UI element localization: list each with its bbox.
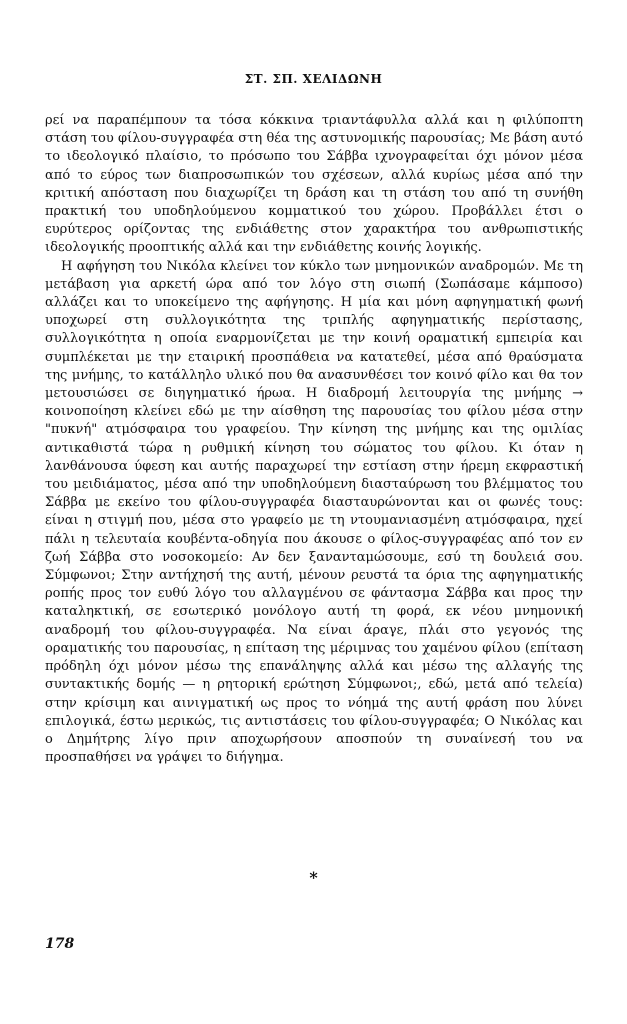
- paragraph-2: Η αφήγηση του Νικόλα κλείνει τον κύκλο των μνημονικών αναδρομών. Με τη μετάβαση για αρκετή ώρα από τον λόγο στη σιωπή (Σωπάσαμε κάμποσο) αλλάζει και το υποκείμενο της αφήγησης. Η μία και μόνη αφηγηματική φωνή υποχωρεί στη συλλογικότητα της τριπλής αφηγηματικής περίστασης, συλλογικότητα η οποία εναρμονίζεται με την κοινή οραματική εμπειρία και συμπλέκεται με την εταιρική προσπάθεια να κατατεθεί, μέσα από θραύσματα της μνήμης, το κατάλληλο υλικό που θα ανασυνθέσει τον κοινό φίλο και θα τον μετουσιώσει σε διηγηματικό ήρωα. Η διαδρομή λειτουργία της μνήμης → κοινοποίηση κλείνει εδώ με την αίσθηση της παρουσίας του φίλου μέσα στην "πυκνή" ατμόσφαιρα του γραφείου. Την κίνηση της μνήμης και της ομιλίας αντικαθιστά τώρα η ρυθμική κίνηση του σώματος του φίλου. Κι όταν η λανθάνουσα ύφεση και αυτής παραχωρεί την εστίαση στην ήρεμη εκφραστική του μειδιάματος, μέσα από την υποδηλούμενη διασταύρωση του βλέμματος του Σάββα με εκείνο του φίλου-συγγραφέα διασταυρώνονται και οι φωνές τους: είναι η στιγμή που, μέσα στο γραφείο με τη ντουμανιασμένη ατμόσφαιρα, ηχεί πάλι η τελευταία κουβέντα-οδηγία που άκουσε ο φίλος-συγγραφέας από τον εν ζωή Σάββα στο νοσοκομείο: Αν δεν ξανανταμώσουμε, εσύ τη δουλειά σου. Σύμφωνοι; Στην αντήχησή της αυτή, μένουν ρευστά τα όρια της αφηγηματικής ροπής προς τον ευθύ λόγο του αλλαγμένου σε φάντασμα Σάββα και προς την καταληκτική, σε εσωτερικό μονόλογο αυτή τη φορά, εκ νέου μνημονική αναδρομή του φίλου-συγγραφέα. Να είναι άραγε, πλάι στο γεγονός της οραματικής του παρουσίας, η επίταση της μέριμνας του χαμένου φίλου (επίταση πρόδηλη όχι μόνον μέσω της επανάληψης αλλά και μέσω της αλλαγής της συντακτικής δομής — η ρητορική ερώτηση Σύμφωνοι;, εδώ, μετά από τελεία) στην κρίσιμη και αινιγματική ως προς το νόημά της αυτή φράση που λύνει επιλογικά, έστω μερικώς, τις αντιστάσεις του φίλου-συγγραφέα; Ο Νικόλας και ο Δημήτρης λίγο πριν αποχωρήσουν αποσπούν τη συναίνεσή του να προσπαθήσει να γράψει το διήγημα.: [45, 258, 583, 766]
- body-text: [45, 112, 583, 767]
- paragraph-1: ρεί να παραπέμπουν τα τόσα κόκκινα τριαντάφυλλα αλλά και η φιλύποπτη στάση του φίλου-συγγραφέα στη θέα της αστυνομικής παρουσίας; Με βάση αυτό το ιδεολογικό πλαίσιο, το πρόσωπο του Σάββα ιχνογραφείται όχι μόνον μέσα από το εύρος των διαπροσωπικών του σχέσεων, αλλά κυρίως μέσα από την κριτική απόσταση που διαχωρίζει τη δράση και τη στάση του από τη συνήθη πρακτική του υποδηλούμενου κομματικού του χώρου. Προβάλλει έτσι ο ευρύτερος ορίζοντας της ενδιάθετης στον χαρακτήρα του ανθρωπιστικής ιδεολογικής προοπτικής αλλά και την ενδιάθετης κοινής λογικής.: [45, 113, 583, 256]
- page-number: 178: [45, 936, 75, 952]
- running-head: ΣΤ. ΣΠ. ΧΕΛΙΔΩΝΗ: [244, 72, 383, 86]
- section-separator: *: [309, 868, 318, 887]
